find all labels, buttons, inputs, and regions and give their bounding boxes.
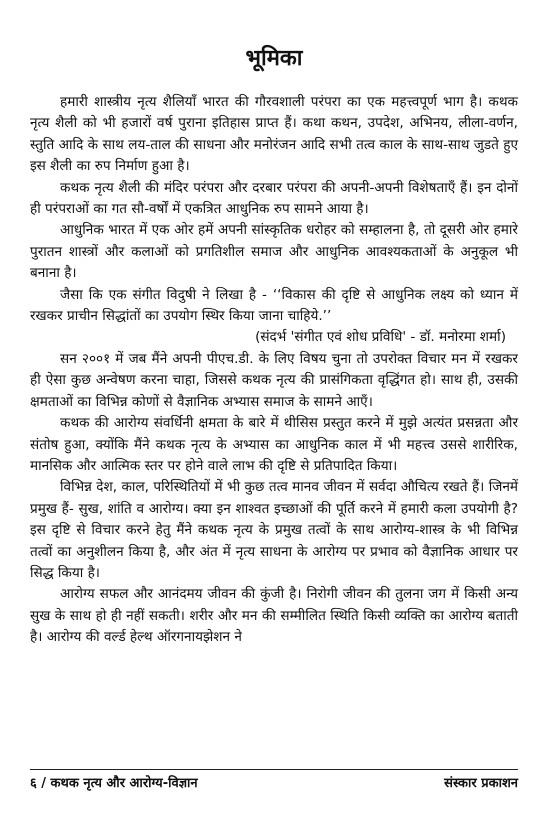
paragraph-7: विभिन्न देश, काल, परिस्थितियों में भी कुछ तत्व मानव जीवन में सर्वदा औचित्य रखते हैं। जिनमें प्रमुख हैं- सुख, शांति व आरोग्य। क्या इन शाश्वत इच्छाओं की पूर्ति करने में हमारी कला उपयोगी है? इस दृष्टि से विचार करने हेतु मैंने कथक नृत्य के प्रमुख तत्वों के साथ आरोग्य-शास्त्र के भी विभिन्न तत्वों का अनुशीलन किया है, और अंत में नृत्य साधना के आरोग्य पर प्रभाव को वैज्ञानिक आधार पर सिद्ध किया है। — [30, 479, 518, 581]
book-page — [30, 0, 518, 827]
body-text — [30, 92, 518, 649]
paragraph-3: आधुनिक भारत में एक ओर हमें अपनी सांस्कृतिक धरोहर को सम्हालना है, तो दूसरी ओर हमारे पुरातन शास्त्रों और कलाओं को प्रगतिशील समाज और आधुनिक आवश्यकताओं के अनुकूल भी बनाना है। — [30, 222, 518, 282]
paragraph-8: आरोग्य सफल और आनंदमय जीवन की कुंजी है। निरोगी जीवन की तुलना जग में किसी अन्य सुख के साथ हो ही नहीं सकती। शरीर और मन की सम्मीलित स्थिति किसी व्यक्ति का आरोग्य बताती है। आरोग्य की वर्ल्ड हेल्थ ऑरगनायझेशन ने — [30, 586, 518, 646]
footer-publisher: संस्कार प्रकाशन — [444, 776, 518, 791]
paragraph-4: जैसा कि एक संगीत विदुषी ने लिखा है - ‘‘विकास की दृष्टि से आधुनिक लक्ष्य को ध्यान में रखकर प्राचीन सिद्धांतों का उपयोग स्थिर किया जाना चाहिये.’’ — [30, 286, 518, 325]
citation: (संदर्भ 'संगीत एवं शोध प्रविधि' - डॉ. मनोरमा शर्मा) — [255, 329, 506, 346]
paragraph-2: कथक नृत्य शैली की मंदिर परंपरा और दरबार परंपरा की अपनी-अपनी विशेषताएँ हैं। इन दोनों ही परंपराओं का गत सौ-वर्षों में एकत्रित आधुनिक रुप सामने आया है। — [30, 179, 518, 218]
page-title: भूमिका — [245, 46, 303, 71]
footer-page-info: ६ / कथक नृत्य और आरोग्य-विज्ञान — [30, 776, 198, 791]
paragraph-1: हमारी शास्त्रीय नृत्य शैलियाँ भारत की गौरवशाली परंपरा का एक महत्त्वपूर्ण भाग है। कथक नृत्य शैली को भी हजारों वर्ष पुराना इतिहास प्राप्त हैं। कथा कथन, उपदेश, अभिनय, लीला-वर्णन, स्तुति आदि के साथ लय-ताल की साधना और मनोरंजन आदि सभी तत्व काल के साथ-साथ जुडते हुए इस शैली का रुप निर्माण हुआ है। — [30, 94, 518, 175]
paragraph-6: कथक की आरोग्य संवर्धिनी क्षमता के बारे में थीसिस प्रस्तुत करने में मुझे अत्यंत प्रसन्नता और संतोष हुआ, क्योंकि मैंने कथक नृत्य के अभ्यास का आधुनिक काल में भी महत्त्व उससे शारीरिक, मानसिक और आत्मिक स्तर पर होने वाले लाभ की दृष्टि से प्रतिपादित किया। — [30, 415, 518, 474]
paragraph-5: सन २००१ में जब मैंने अपनी पीएच.डी. के लिए विषय चुना तो उपरोक्त विचार मन में रखकर ही ऐसा कुछ अन्वेषण करना चाहा, जिससे कथक नृत्य की प्रासंगिकता वृद्धिंगत हो। साथ ही, उसकी क्षमताओं का विभिन्न कोणों से वैज्ञानिक अभ्यास समाज के सामने आएँ। — [30, 350, 518, 410]
footer-divider — [30, 769, 518, 770]
